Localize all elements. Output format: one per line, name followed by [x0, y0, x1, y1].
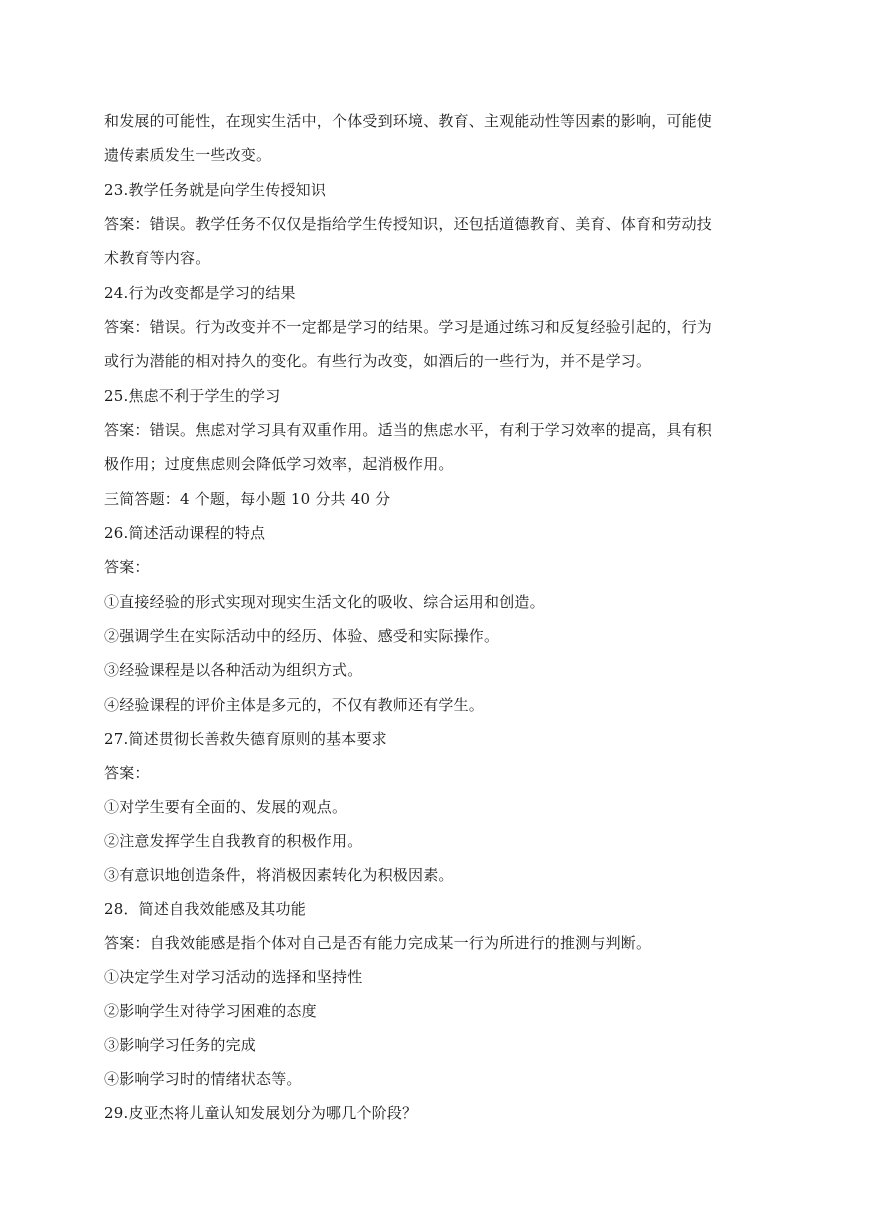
text-line: 或行为潜能的相对持久的变化。有些行为改变，如酒后的一些行为，并不是学习。 [104, 352, 652, 370]
text-line: 遗传素质发生一些改变。 [104, 146, 272, 164]
list-item: ④经验课程的评价主体是多元的，不仅有教师还有学生。 [104, 696, 485, 714]
section-heading: 三简答题：4 个题，每小题 10 分共 40 分 [104, 490, 391, 508]
question-25-title: 25.焦虑不利于学生的学习 [104, 387, 281, 405]
answer-28: 答案：自我效能感是指个体对自己是否有能力完成某一行为所进行的推测与判断。 [104, 934, 652, 952]
answer-24: 答案：错误。行为改变并不一定都是学习的结果。学习是通过练习和反复经验引起的，行为 [104, 318, 713, 336]
question-28-title: 28．简述自我效能感及其功能 [104, 900, 306, 918]
list-item: ③经验课程是以各种活动为组织方式。 [104, 661, 363, 679]
list-item: ②强调学生在实际活动中的经历、体验、感受和实际操作。 [104, 627, 500, 645]
answer-label: 答案： [104, 558, 150, 576]
question-29-title: 29.皮亚杰将儿童认知发展划分为哪几个阶段？ [104, 1104, 418, 1122]
question-26-title: 26.简述活动课程的特点 [104, 524, 266, 542]
question-24-title: 24.行为改变都是学习的结果 [104, 284, 296, 302]
text-line: 极作用；过度焦虑则会降低学习效率，起消极作用。 [104, 455, 454, 473]
list-item: ①决定学生对学习活动的选择和坚持性 [104, 968, 363, 986]
list-item: ①直接经验的形式实现对现实生活文化的吸收、综合运用和创造。 [104, 593, 545, 611]
list-item: ③影响学习任务的完成 [104, 1036, 257, 1054]
question-23-title: 23.教学任务就是向学生传授知识 [104, 181, 327, 199]
list-item: ④影响学习时的情绪状态等。 [104, 1070, 302, 1088]
text-line: 术教育等内容。 [104, 249, 211, 267]
question-27-title: 27.简述贯彻长善救失德育原则的基本要求 [104, 730, 387, 748]
list-item: ①对学生要有全面的、发展的观点。 [104, 798, 348, 816]
list-item: ③有意识地创造条件，将消极因素转化为积极因素。 [104, 866, 454, 884]
answer-25: 答案：错误。焦虑对学习具有双重作用。适当的焦虑水平，有利于学习效率的提高，具有积 [104, 421, 713, 439]
list-item: ②影响学生对待学习困难的态度 [104, 1002, 317, 1020]
answer-23: 答案：错误。教学任务不仅仅是指给学生传授知识，还包括道德教育、美育、体育和劳动技 [104, 215, 713, 233]
answer-label: 答案： [104, 764, 150, 782]
list-item: ②注意发挥学生自我教育的积极作用。 [104, 832, 363, 850]
text-line: 和发展的可能性，在现实生活中，个体受到环境、教育、主观能动性等因素的影响，可能使 [104, 112, 713, 130]
